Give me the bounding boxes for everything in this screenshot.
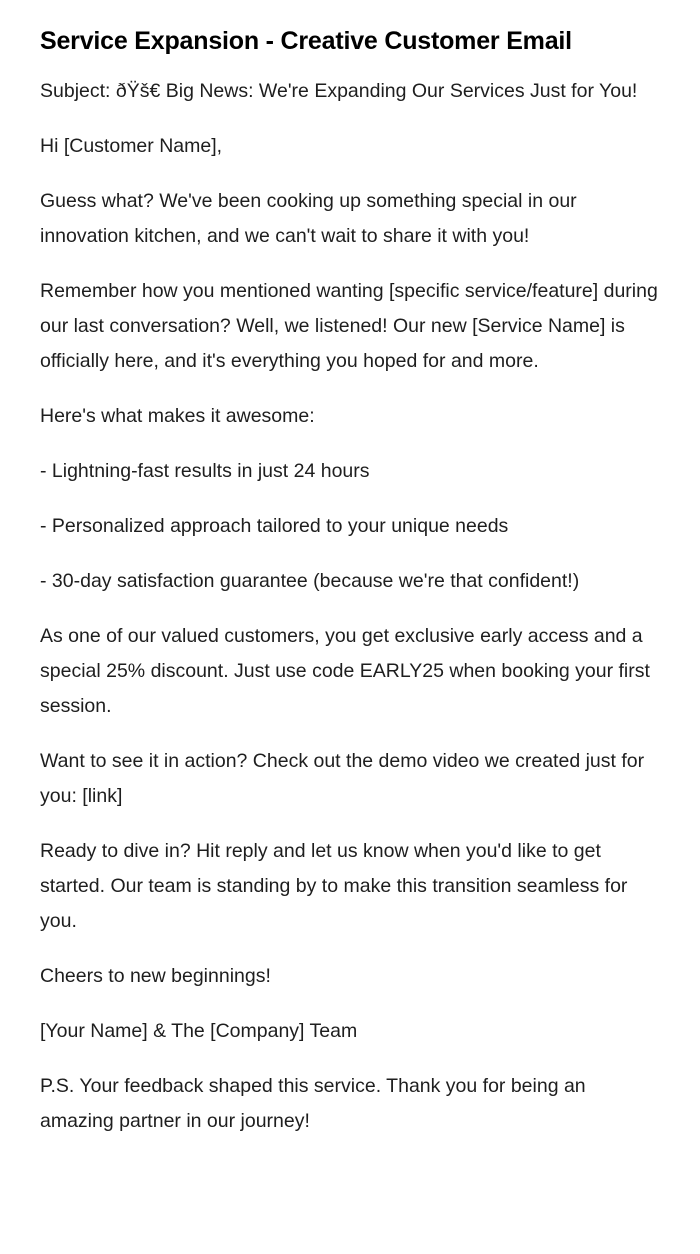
closing-line: Cheers to new beginnings!	[40, 965, 271, 987]
context-paragraph: Remember how you mentioned wanting [specific service/feature] during our last conversation? Well, we listened! Our new [Service Name] is officially here, and it's everything you hoped for and more.	[40, 280, 658, 372]
subject-line: Subject: ðŸš€ Big News: We're Expanding Our Services Just for You!	[40, 80, 638, 102]
greeting: Hi [Customer Name],	[40, 135, 223, 157]
call-to-action-paragraph: Ready to dive in? Hit reply and let us know when you'd like to get started. Our team is standing by to make this transition seamless for you.	[40, 840, 628, 932]
feature-item: - Lightning-fast results in just 24 hours	[40, 460, 370, 482]
demo-paragraph: Want to see it in action? Check out the demo video we created just for you: [link]	[40, 750, 645, 807]
feature-item: - Personalized approach tailored to your unique needs	[40, 515, 509, 537]
feature-item: - 30-day satisfaction guarantee (because we're that confident!)	[40, 570, 580, 592]
postscript: P.S. Your feedback shaped this service. Thank you for being an amazing partner in our journey!	[40, 1075, 586, 1132]
intro-paragraph: Guess what? We've been cooking up something special in our innovation kitchen, and we can't wait to share it with you!	[40, 190, 577, 247]
offer-paragraph: As one of our valued customers, you get exclusive early access and a special 25% discount. Just use code EARLY25 when booking your first session.	[40, 625, 650, 717]
document-title: Service Expansion - Creative Customer Email	[40, 27, 572, 55]
signature: [Your Name] & The [Company] Team	[40, 1020, 358, 1042]
features-heading: Here's what makes it awesome:	[40, 405, 315, 427]
